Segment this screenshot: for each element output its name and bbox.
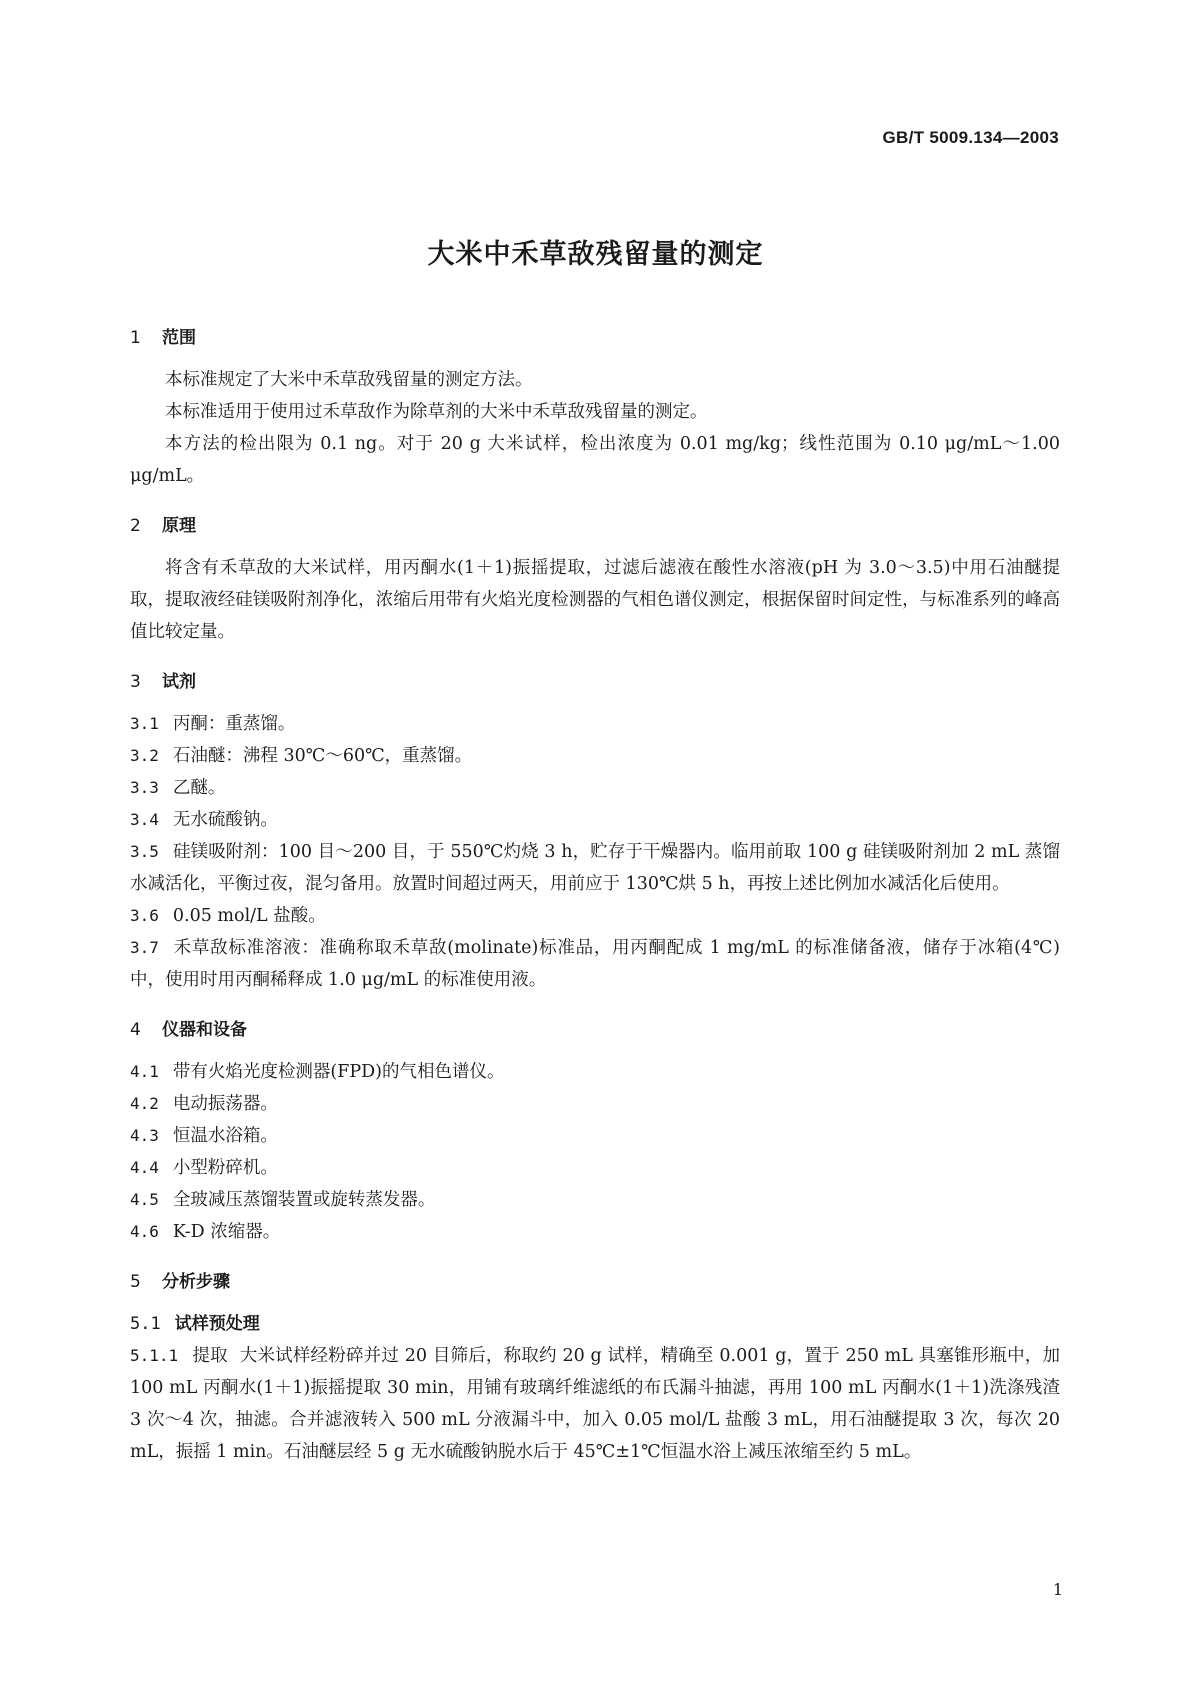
list-item: 3.3 乙醚。	[130, 778, 226, 798]
section-heading-scope: 1 范围	[130, 328, 196, 348]
list-item: 3.7 禾草敌标准溶液：准确称取禾草敌(molinate)标准品，用丙酮配成 1 mg/mL 的标准储备液，储存于冰箱(4℃)中，使用时用丙酮稀释成 1.0 μg/mL 的标准使用液。	[130, 938, 1060, 990]
paragraph: 本方法的检出限为 0.1 ng。对于 20 g 大米试样，检出浓度为 0.01 mg/kg；线性范围为 0.10 μg/mL～1.00 μg/mL。	[130, 434, 1060, 486]
section-heading-procedure: 5 分析步骤	[130, 1272, 230, 1292]
list-item: 3.1 丙酮：重蒸馏。	[130, 714, 296, 734]
list-item: 3.2 石油醚：沸程 30℃～60℃，重蒸馏。	[130, 746, 473, 766]
document-title: 大米中禾草敌残留量的测定	[427, 239, 764, 270]
section-heading-principle: 2 原理	[130, 516, 196, 536]
list-item: 3.6 0.05 mol/L 盐酸。	[130, 906, 326, 926]
section-heading-reagents: 3 试剂	[130, 672, 196, 692]
list-item: 3.5 硅镁吸附剂：100 目～200 目，于 550℃灼烧 3 h，贮存于干燥器内。临用前取 100 g 硅镁吸附剂加 2 mL 蒸馏水减活化，平衡过夜，混匀备用。放置时间超过两天，用前应于 130℃烘 5 h，再按上述比例加水减活化后使用。	[130, 842, 1060, 894]
list-item: 4.3 恒温水浴箱。	[130, 1126, 278, 1146]
paragraph: 本标准规定了大米中禾草敌残留量的测定方法。	[165, 370, 533, 390]
document-body	[130, 322, 1060, 1468]
page-number: 1	[1052, 1580, 1063, 1599]
list-item: 4.1 带有火焰光度检测器(FPD)的气相色谱仪。	[130, 1062, 505, 1082]
section-heading-apparatus: 4 仪器和设备	[130, 1020, 247, 1040]
list-item: 4.2 电动振荡器。	[130, 1094, 278, 1114]
standard-code: GB/T 5009.134—2003	[882, 128, 1059, 147]
list-item: 5.1.1 提取 大米试样经粉碎并过 20 目筛后，称取约 20 g 试样，精确至 0.001 g，置于 250 mL 具塞锥形瓶中，加 100 mL 丙酮水(1＋1)振摇提取 30 min，用铺有玻璃纤维滤纸的布氏漏斗抽滤，再用 100 mL 丙酮水(1＋1)洗涤残渣 3 次～4 次，抽滤。合并滤液转入 500 mL 分液漏斗中，加入 0.05 mol/L 盐酸 3 mL，用石油醚提取 3 次，每次 20 mL，振摇 1 min。石油醚层经 5 g 无水硫酸钠脱水后于 45℃±1℃恒温水浴上减压浓缩至约 5 mL。	[130, 1346, 1060, 1462]
list-item: 4.5 全玻减压蒸馏装置或旋转蒸发器。	[130, 1190, 436, 1210]
paragraph: 本标准适用于使用过禾草敌作为除草剂的大米中禾草敌残留量的测定。	[165, 402, 708, 422]
list-item: 4.6 K-D 浓缩器。	[130, 1222, 281, 1242]
list-item: 4.4 小型粉碎机。	[130, 1158, 278, 1178]
list-item: 3.4 无水硫酸钠。	[130, 810, 278, 830]
subsection-heading: 5.1 试样预处理	[130, 1314, 260, 1334]
paragraph: 将含有禾草敌的大米试样，用丙酮水(1＋1)振摇提取，过滤后滤液在酸性水溶液(pH 为 3.0～3.5)中用石油醚提取，提取液经硅镁吸附剂净化，浓缩后用带有火焰光度检测器的气相色谱仪测定，根据保留时间定性，与标准系列的峰高值比较定量。	[130, 558, 1060, 642]
